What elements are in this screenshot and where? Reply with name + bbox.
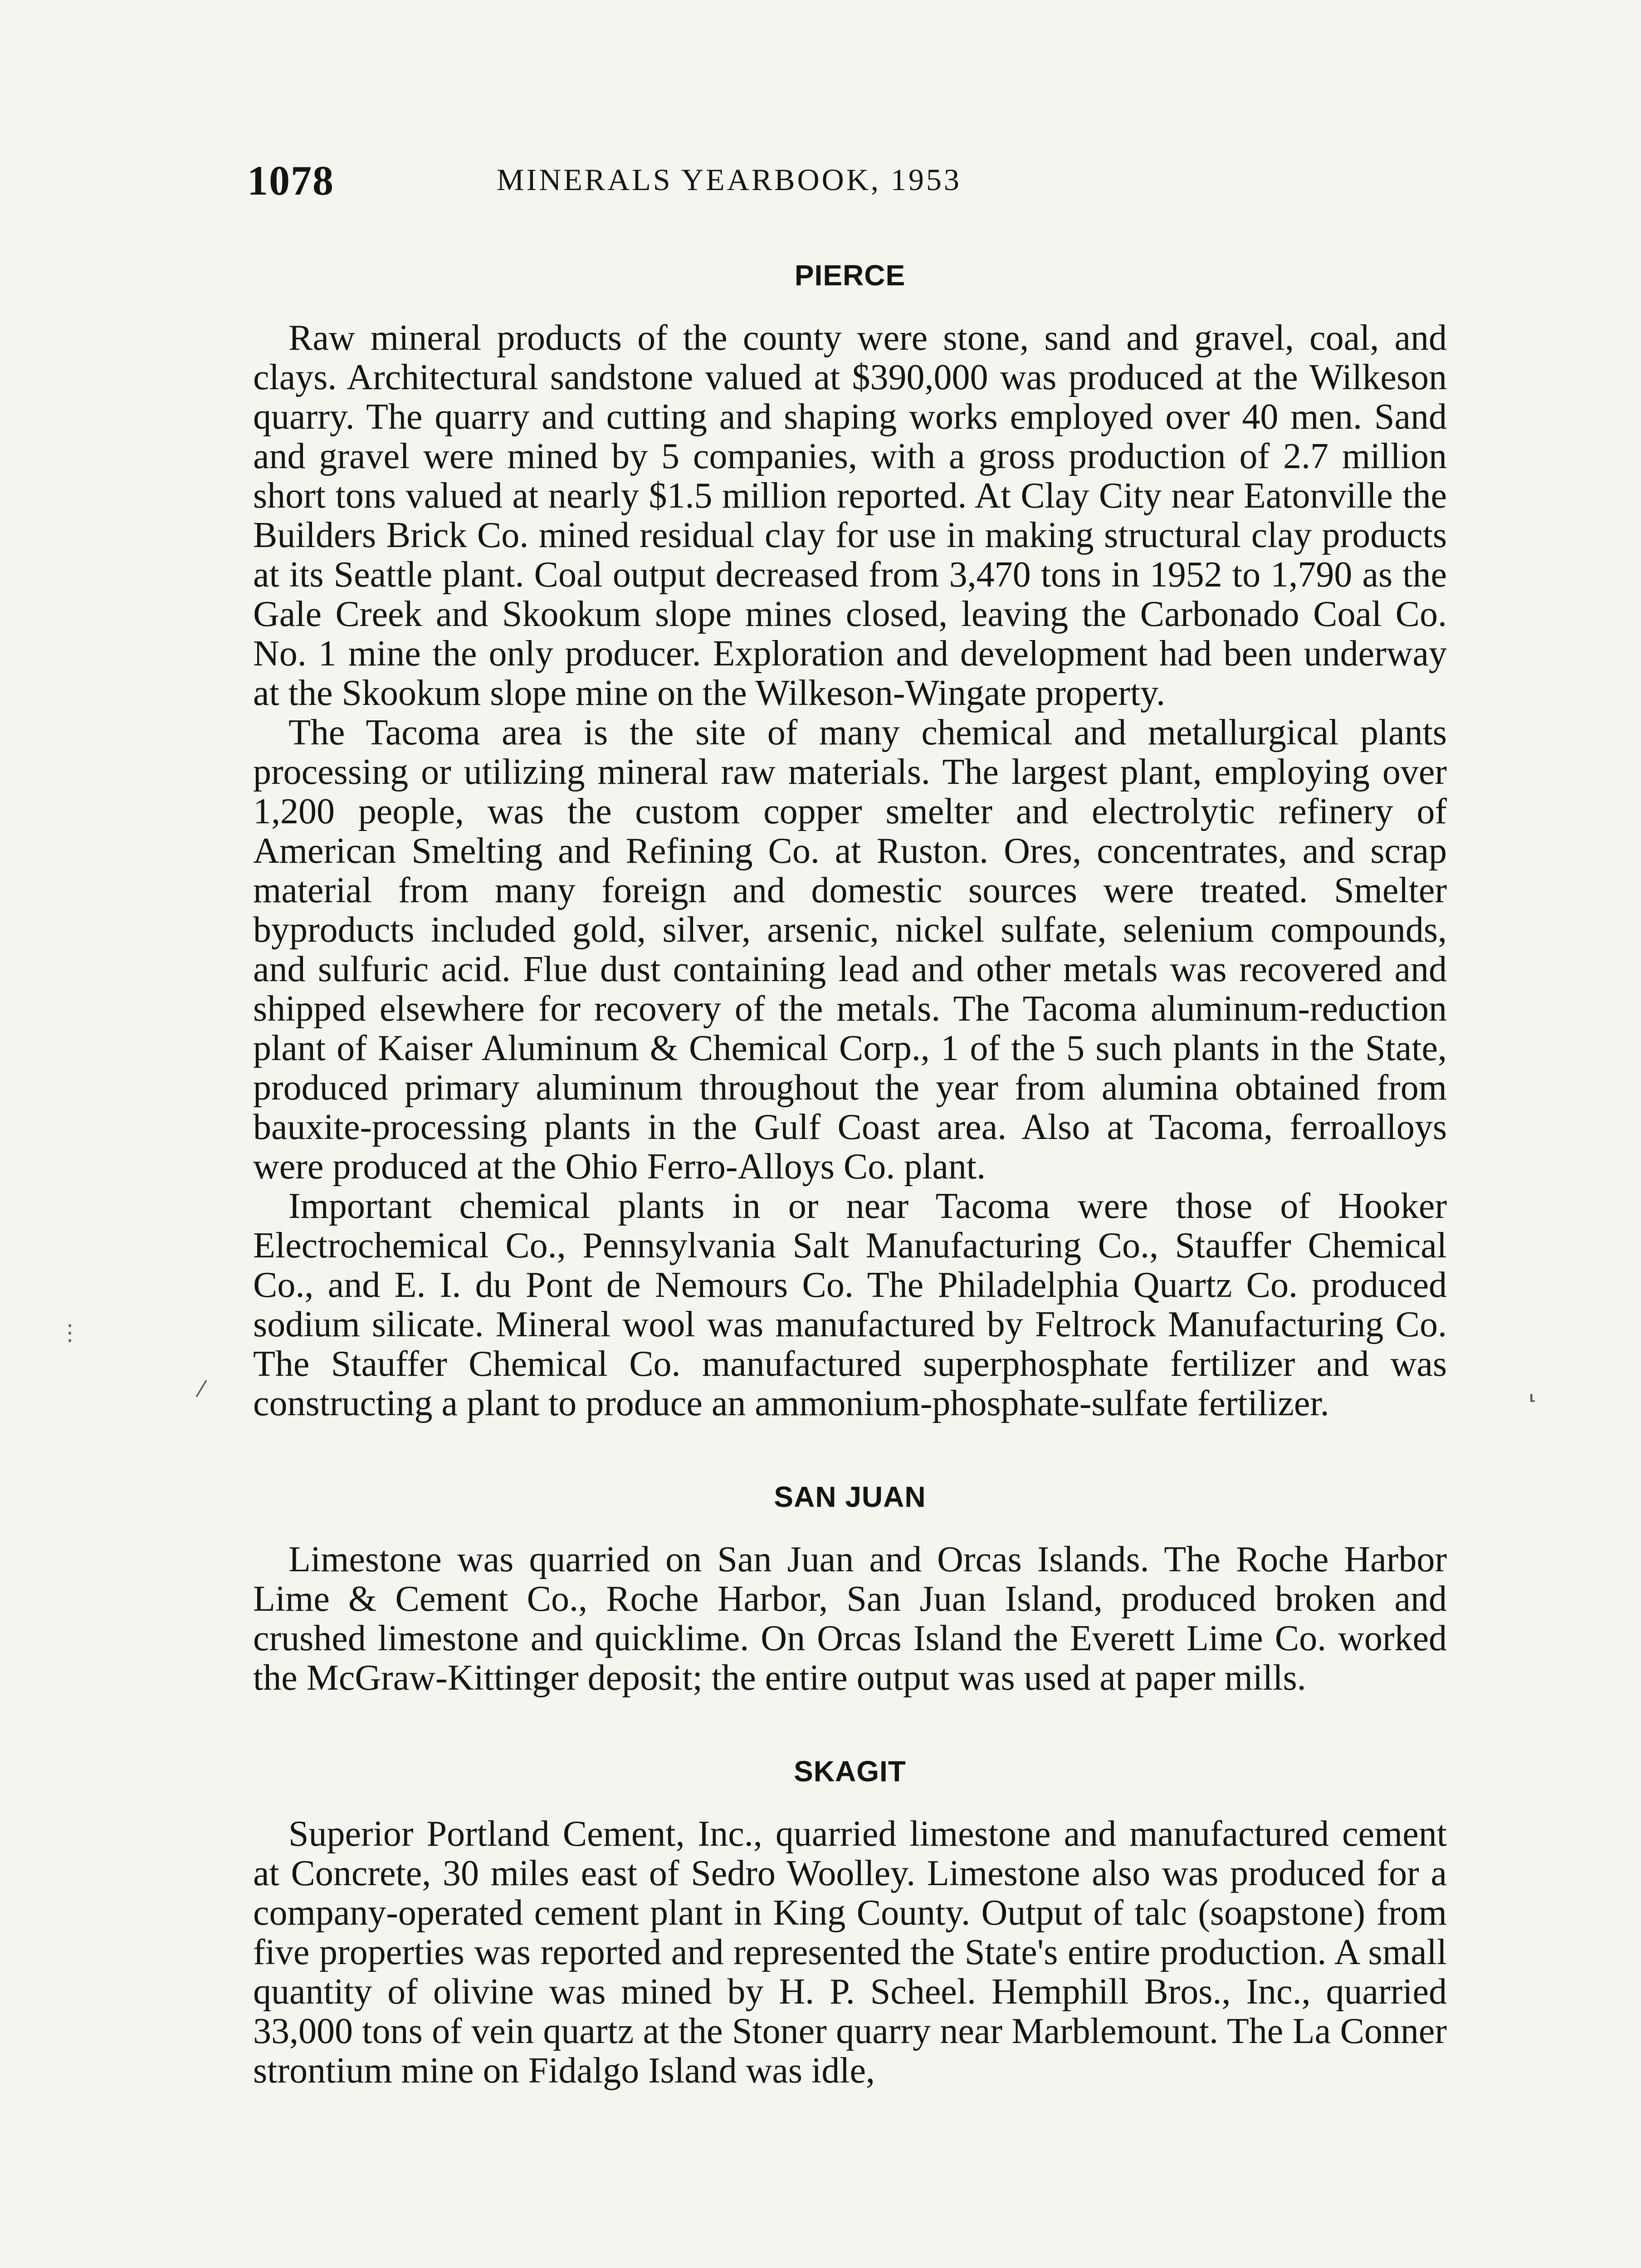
running-title: MINERALS YEARBOOK, 1953 [497, 162, 962, 197]
skagit-paragraph-1: Superior Portland Cement, Inc., quarried limestone and manufactured cement at Concrete, 30 miles east of Sedro Woolley. Limestone also was produced for a company-operated cement plant in King County. Output of talc (soapstone) from five properties was reported and represented the State's entire production. A small quantity of olivine was mined by H. P. Scheel. Hemphill Bros., Inc., quarried 33,000 tons of vein quartz at the Stoner quarry near Marblemount. The La Conner strontium mine on Fidalgo Island was idle, [253, 1814, 1447, 2091]
san-juan-section [253, 1480, 1447, 1698]
running-head [247, 156, 1449, 211]
san-juan-paragraph-1: Limestone was quarried on San Juan and Orcas Islands. The Roche Harbor Lime & Cement Co., Roche Harbor, San Juan Island, produced broken and crushed limestone and quicklime. On Orcas Island the Everett Lime Co. worked the McGraw-Kittinger deposit; the entire output was used at paper mills. [253, 1540, 1447, 1698]
skagit-heading: SKAGIT [794, 1755, 906, 1788]
san-juan-heading: SAN JUAN [774, 1481, 926, 1513]
scan-mark-left: ⋮ [59, 1320, 81, 1345]
pierce-heading: PIERCE [794, 259, 906, 292]
page-number: 1078 [247, 157, 334, 204]
pierce-section [253, 259, 1447, 1423]
pierce-paragraph-2: The Tacoma area is the site of many chemical and metallurgical plants processing or utilizing mineral raw materials. The largest plant, employing over 1,200 people, was the custom copper smelter and electrolytic refinery of American Smelting and Refining Co. at Ruston. Ores, concentrates, and scrap material from many foreign and domestic sources were treated. Smelter byproducts included gold, silver, arsenic, nickel sulfate, selenium compounds, and sulfuric acid. Flue dust containing lead and other metals was recovered and shipped elsewhere for recovery of the metals. The Tacoma aluminum-reduction plant of Kaiser Aluminum & Chemical Corp., 1 of the 5 such plants in the State, produced primary aluminum throughout the year from alumina obtained from bauxite-processing plants in the Gulf Coast area. Also at Tacoma, ferroalloys were produced at the Ohio Ferro-Alloys Co. plant. [253, 713, 1447, 1187]
pierce-paragraph-3: Important chemical plants in or near Tacoma were those of Hooker Electrochemical Co., Pennsylvania Salt Manufacturing Co., Stauffer Chemical Co., and E. I. du Pont de Nemours Co. The Philadelphia Quartz Co. produced sodium silicate. Mineral wool was manufactured by Feltrock Manufacturing Co. The Stauffer Chemical Co. manufactured superphosphate fertilizer and was constructing a plant to produce an ammonium-phosphate-sulfate fertilizer. [253, 1186, 1447, 1423]
scan-mark-left-lower: ⁄ [200, 1377, 204, 1402]
pierce-paragraph-1: Raw mineral products of the county were stone, sand and gravel, coal, and clays. Architectural sandstone valued at $390,000 was produced at the Wilkeson quarry. The quarry and cutting and shaping works employed over 40 men. Sand and gravel were mined by 5 companies, with a gross production of 2.7 million short tons valued at nearly $1.5 million reported. At Clay City near Eatonville the Builders Brick Co. mined residual clay for use in making structural clay products at its Seattle plant. Coal output decreased from 3,470 tons in 1952 to 1,790 as the Gale Creek and Skookum slope mines closed, leaving the Carbonado Coal Co. No. 1 mine the only producer. Exploration and development had been underway at the Skookum slope mine on the Wilkeson-Wingate property. [253, 318, 1447, 713]
skagit-section [253, 1755, 1447, 2091]
article-content [253, 259, 1447, 2091]
scan-mark-right: ⸤ [1529, 1379, 1537, 1404]
